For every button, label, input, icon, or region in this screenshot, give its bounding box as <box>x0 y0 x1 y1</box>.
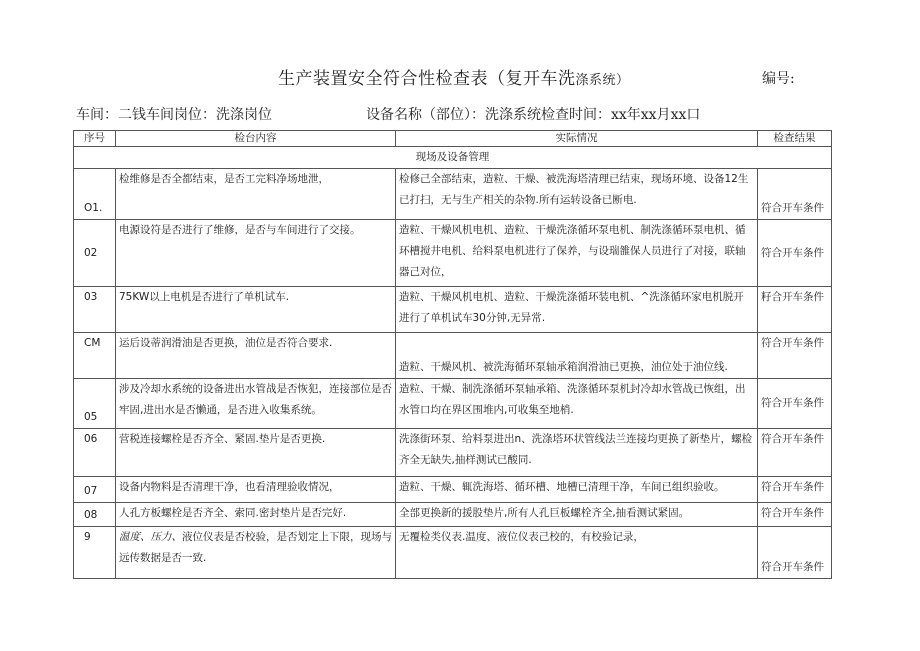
row-number: O1. <box>74 169 116 220</box>
row-actual: 造粒、干燥风机电机、造粒、干燥洗涤循环装电机、^洗涤循环家电机脱开进行了单机试车30分钟,无异常. <box>396 287 758 333</box>
row-content: 75KW以上电机是否进行了单机试车. <box>116 287 396 333</box>
row-actual: 洗涤街环泵、给料泵进出n、洗涤塔环状管线法兰连接均更换了新垫片，螺检齐全无缺失,抽样测试已酸同. <box>396 429 758 477</box>
section-title: 现场及设备管理 <box>74 147 832 169</box>
workshop-info: 车间：二钱车间岗位：洗涤岗位 <box>76 107 272 123</box>
row-actual: 造粒、干燥风机电机、造粒、干燥洗涤循环泵电机、制洗涤循环泵电机、循环槽搅井电机、给料泵电机进行了保养，与设瑞雒保人员进行了对接，联轴器己对位， <box>396 220 758 287</box>
row-result: 符合开车条件 <box>758 503 832 527</box>
col-header-actual: 实际情况 <box>396 131 758 147</box>
title-small: 涤系统） <box>575 73 630 88</box>
row-result: 符合开车条件 <box>758 527 832 579</box>
row-number: 06 <box>74 429 116 477</box>
row-content-text: 液位仪表是否校验，是否划定上下限，现场与远传数据是否一致. <box>119 531 392 564</box>
col-header-result: 检查结果 <box>758 131 832 147</box>
row-result: 籽合开车条件 <box>758 287 832 333</box>
row-number: 05 <box>74 379 116 429</box>
row-content: 检维修是否全都结束，是否工完料净场地泄， <box>116 169 396 220</box>
page-title <box>278 64 630 89</box>
table-row <box>74 169 832 220</box>
row-number: 07 <box>74 477 116 503</box>
row-actual: 造粒、干燥、辄洗海塔、循环槽、地槽已清理干净，车间已组织验收。 <box>396 477 758 503</box>
row-actual: 全部更换新的援股垫片,所有人孔巨板螺栓齐全,抽看测试紧固。 <box>396 503 758 527</box>
section-row <box>74 147 832 169</box>
table-header-row <box>74 131 832 147</box>
row-actual: 造粒、干燥风机、被洗海循环泵轴承箱润滑油已更换，油位处于油位线. <box>396 333 758 379</box>
row-result: 符合开车条件 <box>758 379 832 429</box>
row-number: 9 <box>74 527 116 579</box>
row-number: CM <box>74 333 116 379</box>
serial-number-label: 编号: <box>762 71 795 87</box>
row-actual: 检修己全部结束，造粒、干燥、被洗海塔清理已结束，现场环境、设备12生已打扫，无与生产相关的杂物.所有运转设备已断电. <box>396 169 758 220</box>
table-row <box>74 503 832 527</box>
table-row <box>74 429 832 477</box>
row-result: 符合开车条件 <box>758 333 832 379</box>
row-content-emphasis: 温度、压力、 <box>119 531 182 543</box>
table-row <box>74 287 832 333</box>
col-header-content: 检台内容 <box>116 131 396 147</box>
inspection-table <box>73 130 832 579</box>
row-content: 涉及冷却水系统的设备进出水管战是否恢犯，连接部位是否牢固,进出水是否懒通，是否进入收集系统。 <box>116 379 396 429</box>
table-row <box>74 527 832 579</box>
row-content: 人孔方板螺栓是否齐全、索同.密封垫片是否完好. <box>116 503 396 527</box>
row-number: 03 <box>74 287 116 333</box>
col-header-no: 序号 <box>74 131 116 147</box>
row-content: 设备内物料是否清理干净，也看清理验收情况， <box>116 477 396 503</box>
row-result: 符合开车条件 <box>758 220 832 287</box>
row-actual: 造粒、干燥、制洗涤循环泵轴承箱、洗涤循环泵机封冷却水管战已恢组，出水管口均在界区围堆内,可收集至地梢. <box>396 379 758 429</box>
row-content: 运后设蒂润滑油是否更换，油位是否符合要求. <box>116 333 396 379</box>
row-number: 02 <box>74 220 116 287</box>
table-row <box>74 379 832 429</box>
table-row <box>74 220 832 287</box>
row-content <box>116 527 396 579</box>
row-actual: 无覆检类仪表.温度、液位仪表己校的，有校验记录， <box>396 527 758 579</box>
table-row <box>74 333 832 379</box>
row-result: 符合开车条件 <box>758 477 832 503</box>
row-result: 符合开车条件 <box>758 429 832 477</box>
equipment-info: 设备名称（部位）：洗涤系统检查时间：xx年xx月xx口 <box>366 107 701 123</box>
title-main: 生产装置安全符合性检查表（复开车洗 <box>278 69 576 89</box>
row-content: 电源设符是否进行了维修，是否与车间进行了交接。 <box>116 220 396 287</box>
row-number: 08 <box>74 503 116 527</box>
row-content: 营税连接螺栓是否齐全、紧固.垫片是否更换. <box>116 429 396 477</box>
table-row <box>74 477 832 503</box>
row-result: 符合开车条件 <box>758 169 832 220</box>
